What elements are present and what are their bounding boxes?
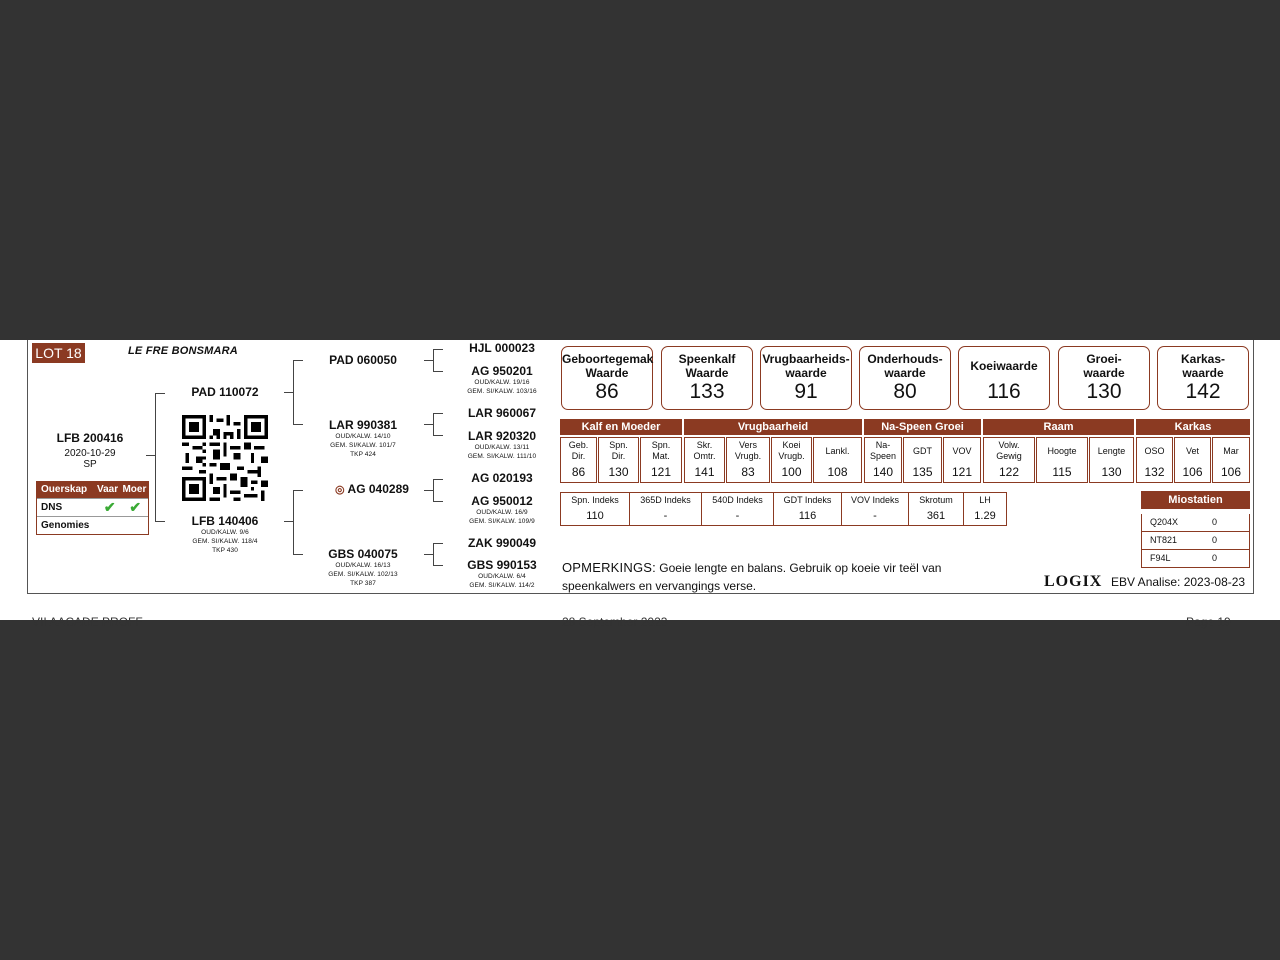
- ebv-value: 91: [794, 380, 818, 403]
- ebv-title: Onderhouds- waarde: [867, 352, 943, 380]
- footer-left: VII AACADE PROFF: [32, 615, 143, 629]
- trait-label: Geb. Dir.: [568, 440, 589, 461]
- trait-label: VOV: [952, 445, 972, 456]
- index-value: -: [873, 510, 877, 522]
- animal-code: SP: [83, 459, 97, 470]
- index-cell: [630, 493, 702, 525]
- miostatien-label: Q204X: [1150, 517, 1179, 527]
- ebv-value: 133: [689, 380, 725, 403]
- miostatien-value: 0: [1212, 535, 1218, 545]
- ownership-row-label: Genomies: [41, 520, 90, 531]
- trait-label: Vers Vrugb.: [734, 440, 762, 461]
- index-label: LH: [979, 495, 991, 505]
- trait-value: 106: [1182, 465, 1203, 479]
- ebv-title: Geboortegemak Waarde: [562, 352, 654, 380]
- trait-label: Vet: [1185, 445, 1199, 456]
- ggp-avg: GEM. SI/KALW. 109/9: [469, 518, 535, 525]
- check-icon: ✔: [103, 499, 116, 515]
- ggp-calving: OUD/KALW. 16/9: [476, 509, 528, 516]
- trait-label: Mar: [1223, 445, 1239, 456]
- trait-value: 86: [571, 465, 586, 479]
- target-icon: ◎: [335, 484, 345, 496]
- ggp-id: AG 950012: [471, 494, 533, 508]
- trait-label: GDT: [913, 445, 932, 456]
- index-value: 116: [798, 510, 817, 522]
- index-cell: [702, 493, 774, 525]
- logix-logo: [1044, 573, 1102, 591]
- ggp-id: AG 950201: [471, 364, 533, 378]
- section-header: Raam: [983, 419, 1134, 435]
- farm-name: LE FRE BONSMARA: [128, 345, 238, 357]
- ebv-title: Karkas- waarde: [1180, 352, 1226, 380]
- index-cell: [909, 493, 964, 525]
- trait-label: Skr. Omtr.: [693, 440, 716, 461]
- section-header: Vrugbaarheid: [684, 419, 862, 435]
- trait-label: Hoogte: [1047, 445, 1077, 456]
- trait-cell: [983, 437, 1035, 483]
- ebv-value: 80: [893, 380, 917, 403]
- index-cell: [842, 493, 909, 525]
- trait-value: 83: [741, 465, 755, 479]
- trait-cell: [684, 437, 725, 483]
- ebv-value: 116: [987, 380, 1021, 403]
- index-value: 1.29: [974, 510, 996, 522]
- animal-id: LFB 200416: [56, 431, 124, 445]
- miostatien-row: [1141, 550, 1250, 568]
- ggp-id: AG 020193: [471, 471, 533, 485]
- trait-cell: [1174, 437, 1211, 483]
- trait-cell: [864, 437, 902, 483]
- index-label: 365D Indeks: [640, 495, 691, 505]
- ebv-date: EBV Analise: 2023-08-23: [1111, 575, 1246, 589]
- ggp-block: [452, 494, 552, 526]
- ownership-row: [37, 516, 148, 534]
- index-value: 110: [586, 510, 604, 522]
- section-header: Kalf en Moeder: [560, 419, 682, 435]
- trait-label: Na- Speen: [869, 440, 897, 461]
- index-label: 540D Indeks: [712, 495, 763, 505]
- dam-block: [175, 514, 275, 555]
- ownership-col-sire: Vaar: [96, 484, 119, 495]
- trait-cell: [1036, 437, 1088, 483]
- trait-value: 122: [998, 465, 1020, 479]
- trait-value: 121: [650, 465, 672, 479]
- sire-dam-block: [313, 418, 413, 459]
- index-label: VOV Indeks: [850, 495, 900, 505]
- ownership-table: [36, 481, 149, 535]
- trait-label: Spn. Mat.: [651, 440, 671, 461]
- trait-value: 132: [1144, 465, 1165, 479]
- trait-cell: [813, 437, 862, 483]
- dam-avg: GEM. SI/KALW. 118/4: [192, 538, 258, 545]
- trait-value: 140: [872, 465, 894, 479]
- trait-value: 135: [912, 465, 933, 479]
- sire-dam-id: LAR 990381: [328, 418, 398, 432]
- dam-calving: OUD/KALW. 9/6: [201, 529, 249, 536]
- ggp-id: GBS 990153: [467, 558, 537, 572]
- lot-badge: LOT 18: [32, 343, 85, 363]
- ebv-title: Vrugbaarheids- waarde: [762, 352, 850, 380]
- trait-value: 141: [694, 465, 715, 479]
- ggp-calving: OUD/KALW. 19/16: [474, 379, 530, 386]
- trait-cell: [903, 437, 942, 483]
- trait-value: 130: [608, 465, 629, 479]
- ownership-col-dam: Moer: [122, 484, 147, 495]
- ggp-calving: OUD/KALW. 13/11: [474, 444, 530, 451]
- index-cell: [561, 493, 630, 525]
- footer-page: Page 19: [1186, 615, 1231, 629]
- ebv-value: 86: [595, 380, 619, 403]
- remarks-text: Goeie lengte en balans. Gebruik op koeie vir teël van speenkalwers en vervangings verse.: [562, 561, 942, 593]
- trait-cell: [1212, 437, 1250, 483]
- dam-dam-calving: OUD/KALW. 16/13: [335, 562, 391, 569]
- dam-dam-id: GBS 040075: [328, 547, 398, 561]
- trait-label: Spn. Dir.: [609, 440, 628, 461]
- index-label: Skrotum: [919, 495, 953, 505]
- catalogue-page: [0, 340, 1280, 629]
- miostatien-row: [1141, 532, 1250, 550]
- trait-value: 115: [1052, 465, 1072, 479]
- ebv-title: Koeiwaarde: [970, 359, 1038, 373]
- trait-value: 130: [1101, 465, 1122, 479]
- sire-dam-calving: OUD/KALW. 14/10: [335, 433, 391, 440]
- ggp-id: LAR 960067: [467, 406, 537, 420]
- ownership-row-sire: [97, 517, 123, 534]
- animal-dob: 2020-10-29: [64, 448, 116, 459]
- ownership-col-label: Ouerskap: [41, 484, 88, 495]
- trait-cell: [1136, 437, 1173, 483]
- ebv-value: 142: [1185, 380, 1221, 403]
- ggp-calving: OUD/KALW. 6/4: [478, 573, 526, 580]
- qr-code: [182, 415, 268, 501]
- trait-value: 106: [1220, 465, 1242, 479]
- section-header: Na-Speen Groei: [864, 419, 981, 435]
- footer-date: 28 September 2023: [562, 615, 668, 629]
- miostatien-row: [1141, 514, 1250, 532]
- index-value: -: [663, 510, 668, 522]
- miostatien-value: 0: [1212, 517, 1218, 527]
- remarks-label: OPMERKINGS:: [562, 560, 656, 575]
- ebv-card: [1058, 346, 1150, 410]
- index-value: -: [735, 510, 740, 522]
- miostatien-table: [1141, 491, 1250, 568]
- sire-sire-id: PAD 060050: [329, 353, 397, 367]
- trait-label: Koei Vrugb.: [778, 440, 805, 461]
- miostatien-value: 0: [1212, 553, 1218, 563]
- ebv-card: [760, 346, 852, 410]
- trait-value: 121: [951, 465, 973, 479]
- ebv-card: [1157, 346, 1249, 410]
- section-header: Karkas: [1136, 419, 1250, 435]
- dam-sire-block: [322, 482, 422, 496]
- remarks: [562, 559, 962, 595]
- trait-cell: [726, 437, 770, 483]
- dam-dam-avg: GEM. SI/KALW. 102/13: [328, 571, 398, 578]
- trait-value: 100: [781, 465, 802, 479]
- trait-value: 108: [827, 465, 848, 479]
- ggp-block: [452, 558, 552, 590]
- miostatien-label: NT821: [1150, 535, 1178, 545]
- ebv-value: 130: [1086, 380, 1122, 403]
- ggp-id: HJL 000023: [469, 341, 535, 355]
- ebv-title: Speenkalf Waarde: [678, 352, 736, 380]
- ggp-block: [452, 364, 552, 396]
- ebv-card: [661, 346, 753, 410]
- ggp-block: [452, 429, 552, 461]
- index-cell: [964, 493, 1006, 525]
- ownership-row-dam: [122, 517, 148, 534]
- ebv-card: [958, 346, 1050, 410]
- ggp-id: LAR 920320: [467, 429, 537, 443]
- index-label: GDT Indeks: [783, 495, 832, 505]
- ebv-card: [561, 346, 653, 410]
- dam-id: LFB 140406: [191, 514, 259, 528]
- ggp-avg: GEM. SI/KALW. 111/10: [467, 453, 537, 460]
- trait-label: Lengte: [1097, 445, 1126, 456]
- index-value: 361: [926, 510, 946, 522]
- sire-id: PAD 110072: [191, 385, 259, 399]
- ebv-title: Groei- waarde: [1083, 352, 1125, 380]
- sire-dam-tkp: TKP 424: [350, 451, 376, 458]
- ownership-header: [37, 482, 148, 498]
- trait-cell: [1089, 437, 1134, 483]
- index-label: Spn. Indeks: [571, 495, 619, 505]
- trait-label: OSO: [1144, 445, 1165, 456]
- miostatien-label: F94L: [1150, 553, 1171, 563]
- ggp-avg: GEM. SI/KALW. 114/2: [469, 582, 535, 589]
- trait-label: Volw. Gewig: [996, 440, 1022, 461]
- dam-sire-id: AG 040289: [347, 482, 409, 496]
- dam-tkp: TKP 430: [212, 547, 238, 554]
- trait-cell: [598, 437, 639, 483]
- ggp-id: ZAK 990049: [467, 536, 537, 550]
- check-icon: ✔: [129, 499, 142, 515]
- dam-dam-tkp: TKP 387: [350, 580, 376, 587]
- trait-cell: [771, 437, 812, 483]
- sire-dam-avg: GEM. SI/KALW. 101/7: [330, 442, 396, 449]
- index-cell: [774, 493, 842, 525]
- trait-cell: [640, 437, 682, 483]
- ownership-row: [37, 498, 148, 516]
- miostatien-title: Miostatien: [1141, 491, 1250, 509]
- logo-text: LOGIX: [1044, 573, 1103, 590]
- index-table: [560, 492, 1007, 526]
- ownership-row-label: DNS: [41, 502, 63, 513]
- animal-info: [48, 431, 132, 470]
- trait-cell: [943, 437, 981, 483]
- dam-dam-block: [313, 547, 413, 588]
- trait-label: Lankl.: [825, 445, 850, 456]
- ebv-card: [859, 346, 951, 410]
- trait-cell: [560, 437, 597, 483]
- ggp-avg: GEM. SI/KALW. 103/16: [467, 388, 537, 395]
